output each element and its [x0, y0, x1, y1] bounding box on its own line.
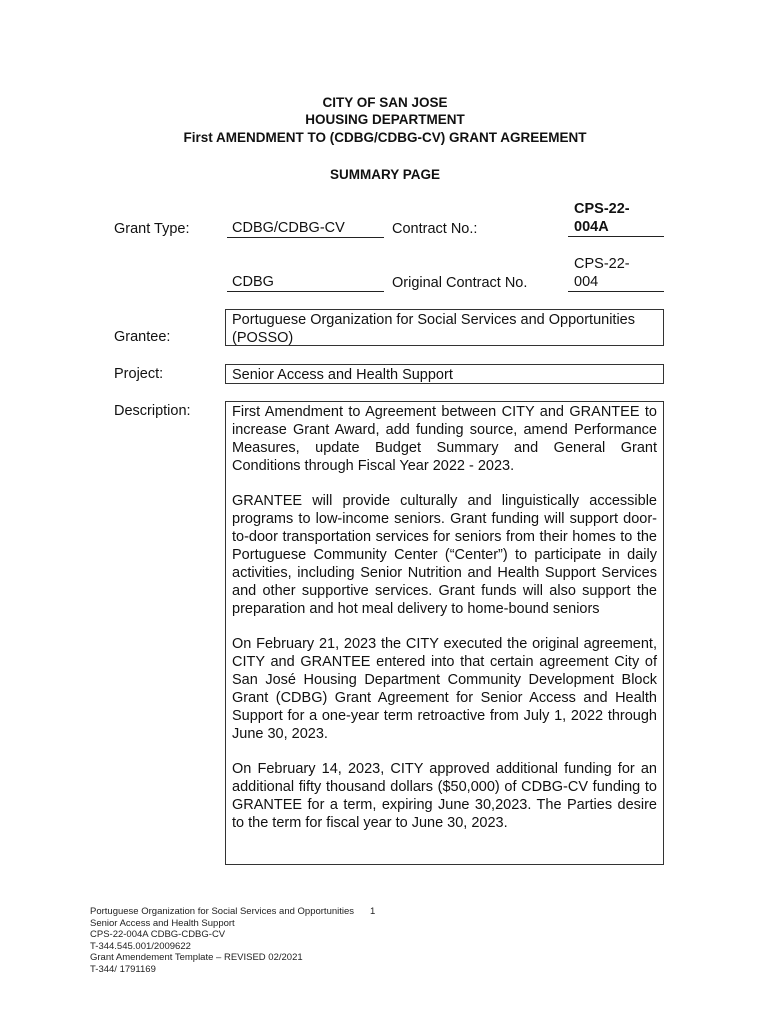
description-paragraph-2: GRANTEE will provide culturally and linguistically accessible programs to low-income seniors. Grant funding will support door-to-door transportation services for seniors from their homes to the Portuguese Community Center (“Center”) to participate in daily activities, including Senior Nutrition and Health Support Services and other supportive services. Grant funds will also support the preparation and hot meal delivery to home-bound seniors	[232, 493, 657, 617]
footer-line6: T-344/ 1791169	[90, 963, 156, 975]
description-paragraph-1: First Amendment to Agreement between CITY and GRANTEE to increase Grant Award, add funding source, amend Performance Measures, update Budget Summary and General Grant Conditions through Fiscal Year 2022 - 2023.	[232, 404, 657, 474]
contract-no-value	[568, 200, 664, 237]
header-department: HOUSING DEPARTMENT	[305, 112, 465, 127]
header-title: First AMENDMENT TO (CDBG/CDBG-CV) GRANT AGREEMENT	[183, 130, 587, 145]
summary-heading: SUMMARY PAGE	[329, 167, 440, 182]
contract-no-line2: 004A	[574, 219, 609, 235]
project-label: Project:	[114, 366, 164, 382]
footer-line3: CPS-22-004A CDBG-CDBG-CV	[90, 929, 226, 941]
description-paragraph-4: On February 14, 2023, CITY approved additional funding for an additional fifty thousand dollars ($50,000) of CDBG-CV funding to GRANTEE for a term, expiring June 30,2023. The Parties desire to the term for fiscal year to June 30, 2023.	[232, 761, 657, 831]
original-contract-line2: 004	[574, 274, 599, 290]
header-city: CITY OF SAN JOSE	[322, 95, 448, 110]
footer-line2: Senior Access and Health Support	[90, 917, 235, 929]
grant-type-label: Grant Type:	[114, 221, 190, 237]
page-number: 1	[370, 906, 376, 917]
grant-type-value: CDBG/CDBG-CV	[227, 219, 384, 238]
description-box	[225, 401, 664, 865]
original-contract-line1: CPS-22-	[574, 256, 630, 272]
footer-organization: Portuguese Organization for Social Services and Opportunities	[90, 906, 355, 917]
contract-no-line1: CPS-22-	[574, 201, 630, 217]
contract-no-label: Contract No.:	[392, 221, 478, 237]
original-contract-label: Original Contract No.	[392, 275, 528, 291]
footer-line1	[90, 906, 375, 918]
footer-line4: T-344.545.001/2009622	[90, 940, 191, 952]
project-value: Senior Access and Health Support	[225, 364, 664, 384]
description-paragraph-3: On February 21, 2023 the CITY executed the original agreement, CITY and GRANTEE entered into that certain agreement City of San José Housing Department Community Development Block Grant (CDBG) Grant Agreement for Senior Access and Health Support for a one-year term retroactive from July 1, 2022 through June 30, 2023.	[232, 636, 657, 742]
footer-line5: Grant Amendement Template – REVISED 02/2021	[90, 952, 303, 964]
grantee-label: Grantee:	[114, 329, 171, 345]
grantee-value: Portuguese Organization for Social Services and Opportunities (POSSO)	[225, 309, 664, 346]
description-label: Description:	[114, 403, 191, 419]
footer	[90, 906, 375, 976]
original-contract-value	[568, 255, 664, 292]
grant-type-value-original: CDBG	[227, 273, 384, 292]
